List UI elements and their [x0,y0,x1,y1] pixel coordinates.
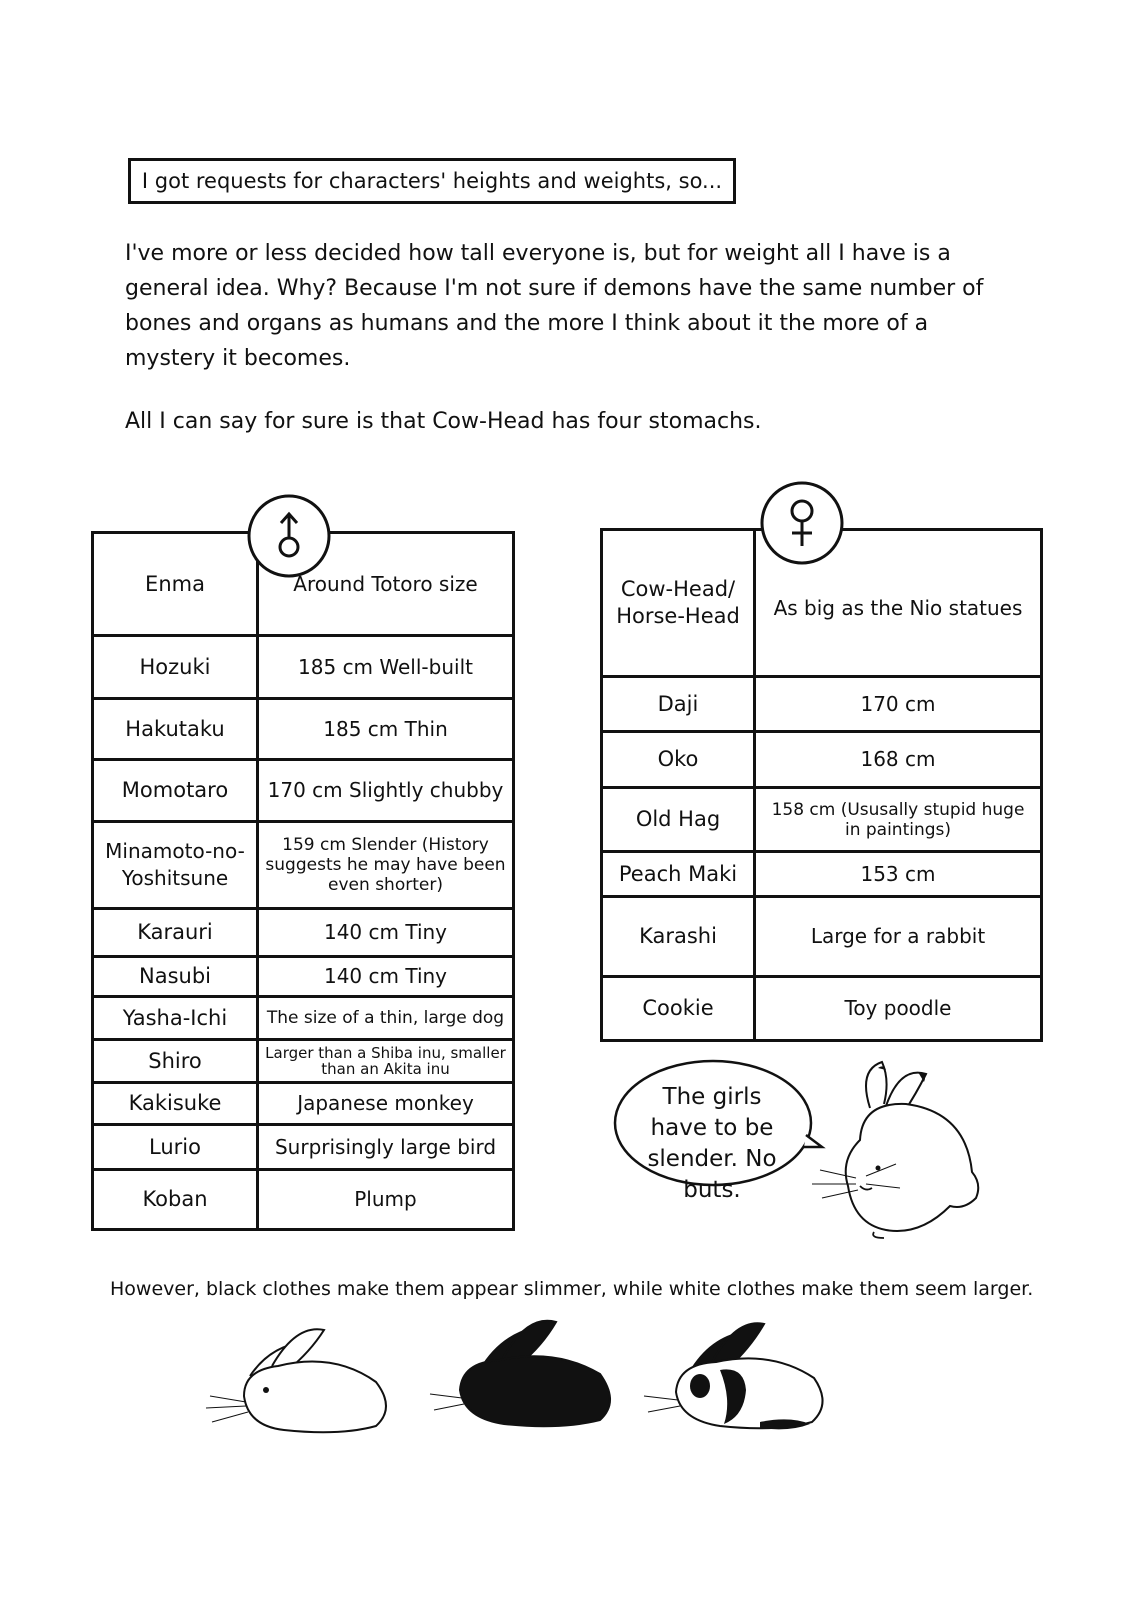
character-name: Old Hag [603,789,756,850]
table-row [603,898,1040,978]
character-name: Hakutaku [94,700,259,758]
character-name: Shiro [94,1041,259,1081]
character-name: Cow-Head/ Horse-Head [603,531,756,675]
table-row [94,958,512,998]
speech-bubble-text: The girls have to be slender. No buts. [647,1084,777,1203]
table-row [94,910,512,958]
footer-note: However, black clothes make them appear slimmer, while white clothes make them seem larger. [110,1278,1034,1300]
table-row [603,678,1040,733]
table-row [603,978,1040,1039]
page-title: I got requests for characters' heights and weights, so... [141,169,723,193]
character-size: Toy poodle [844,996,952,1020]
character-name: Nasubi [94,958,259,995]
character-size: Around Totoro size [293,571,478,596]
panda-rabbit-illustration [640,1320,840,1430]
table-row [94,1084,512,1126]
character-name: Yasha-Ichi [94,998,259,1038]
table-row [603,853,1040,898]
table-row [94,1041,512,1084]
page-title-box [128,158,736,204]
table-row [94,700,512,761]
character-size: 170 cm [860,691,936,716]
male-characters-table [91,531,515,1231]
table-row [94,637,512,700]
character-name: Kakisuke [94,1084,259,1123]
character-name: Peach Maki [603,853,756,895]
table-row [603,733,1040,789]
intro-paragraph-2: All I can say for sure is that Cow-Head has four stomachs. [125,409,762,434]
character-name: Karashi [603,898,756,975]
table-row [94,761,512,823]
character-size: As big as the Nio statues [773,595,1023,620]
character-size: 170 cm Slightly chubby [267,778,504,802]
character-size: Larger than a Shiba inu, smaller than an Akita inu [265,1044,506,1078]
character-name: Minamoto-no-Yoshitsune [94,823,259,907]
female-symbol-icon [759,480,845,566]
table-row [94,823,512,910]
character-size: Large for a rabbit [810,924,986,948]
character-size: 140 cm Tiny [323,920,448,944]
sitting-rabbit-illustration [800,1060,1000,1250]
intro-text [125,236,985,439]
character-size: Plump [354,1187,417,1211]
black-rabbit-illustration [430,1318,630,1428]
character-name: Oko [603,733,756,786]
table-row [94,998,512,1041]
female-characters-table [600,528,1043,1042]
table-row [94,1171,512,1228]
character-size: Japanese monkey [297,1091,474,1115]
character-size: 168 cm [860,747,936,771]
table-row [94,1126,512,1171]
character-size: 185 cm Thin [323,716,448,741]
character-name: Karauri [94,910,259,955]
character-size: 158 cm (Ususally stupid huge in paintings) [771,799,1025,840]
character-size: The size of a thin, large dog [266,1008,505,1028]
intro-paragraph-1: I've more or less decided how tall everyone is, but for weight all I have is a general idea. Why? Because I'm not sure if demons have the same number of bones and organs as humans and the more I think about it the more of a mystery it becomes. [125,241,984,371]
character-size: 159 cm Slender (History suggests he may have been even shorter) [265,835,506,895]
character-size: Surprisingly large bird [274,1134,497,1159]
character-name: Koban [94,1171,259,1228]
character-name: Hozuki [94,637,259,697]
character-name: Lurio [94,1126,259,1168]
character-size: 140 cm Tiny [323,964,448,988]
character-name: Enma [94,534,259,634]
character-size: 153 cm [860,861,936,886]
male-symbol-icon [246,493,332,579]
table-row [603,789,1040,853]
character-name: Daji [603,678,756,730]
character-size: 185 cm Well-built [298,654,473,679]
character-name: Cookie [603,978,756,1039]
character-name: Momotaro [94,761,259,820]
white-rabbit-illustration [200,1326,400,1436]
